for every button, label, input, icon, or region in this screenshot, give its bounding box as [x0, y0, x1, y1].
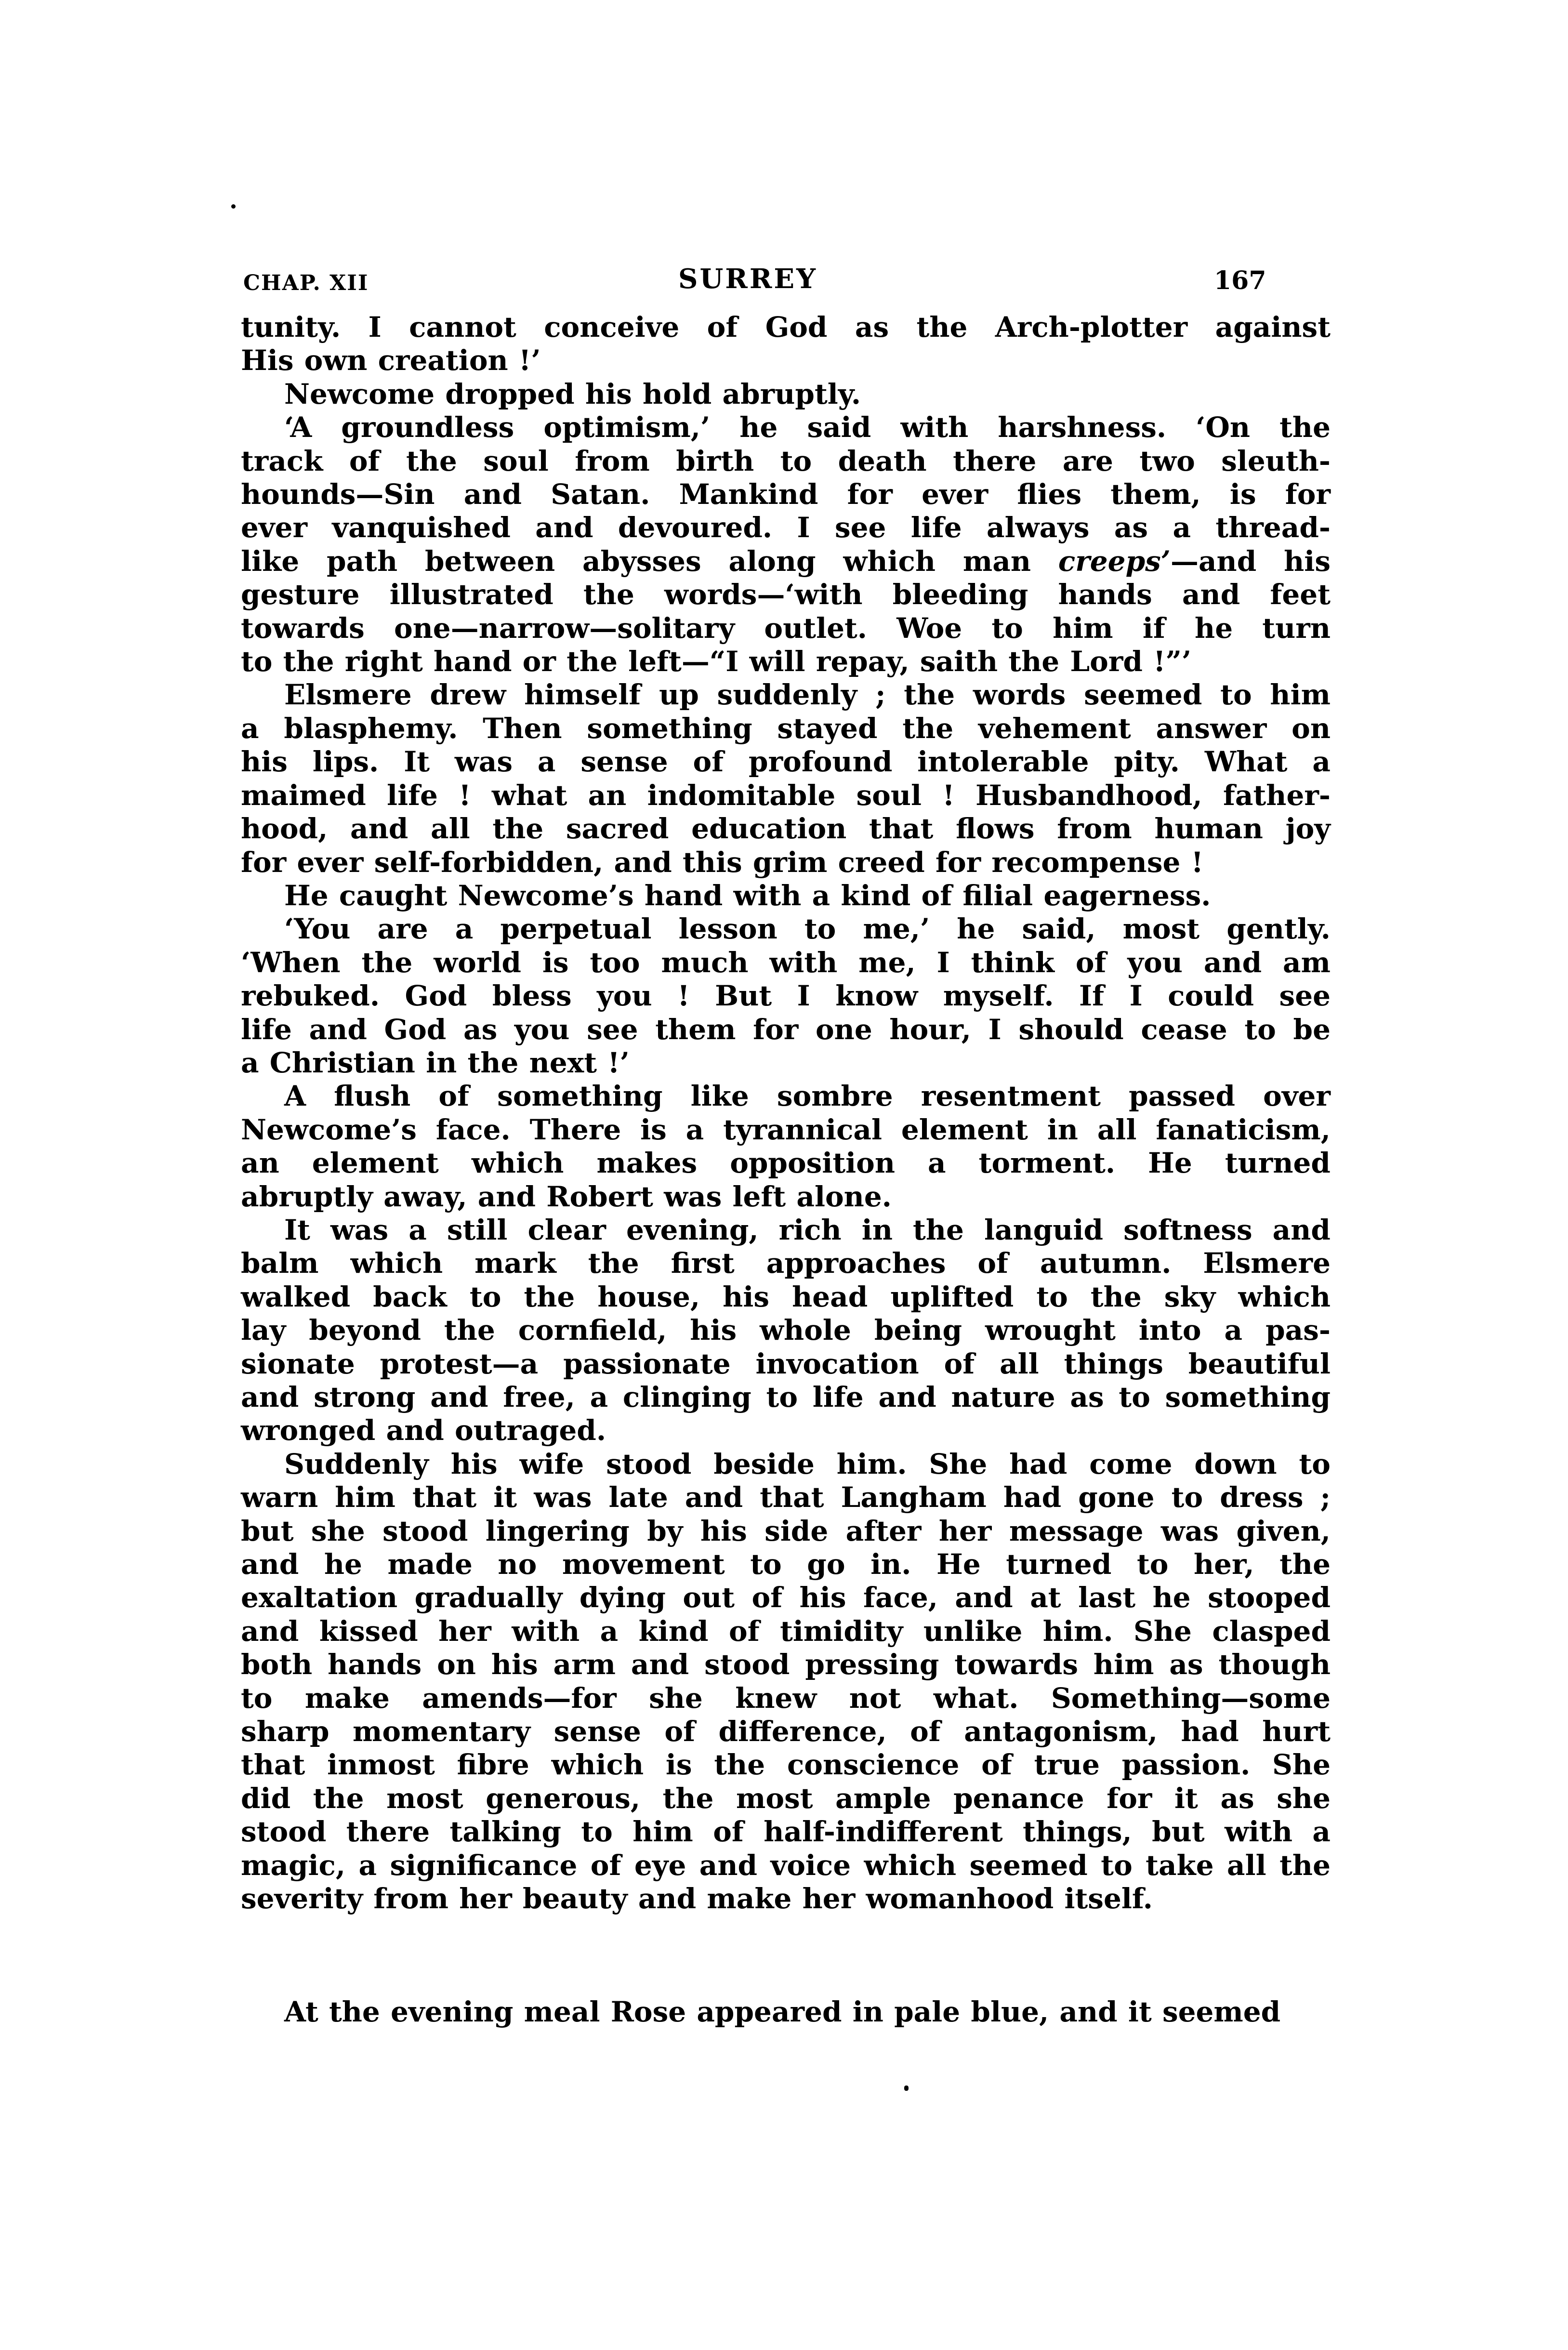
text-line: Suddenly his wife stood beside him. She had come down to	[284, 1447, 1331, 1480]
text-line: both hands on his arm and stood pressing towards him as though	[241, 1648, 1331, 1681]
running-title: SURREY	[678, 263, 818, 295]
text-line: ‘A groundless optimism,’ he said with harshness. ‘On the	[284, 411, 1331, 444]
text-line: His own creation !’	[241, 344, 541, 377]
text-line: to the right hand or the left—“I will repay, saith the Lord !”’	[241, 645, 1192, 678]
text-line: but she stood lingering by his side after her message was given,	[241, 1514, 1331, 1547]
text-line: to make amends—for she knew not what. Something—some	[241, 1681, 1331, 1715]
text-line: He caught Newcome’s hand with a kind of filial eagerness.	[284, 879, 1211, 912]
text-line: a Christian in the next !’	[241, 1046, 630, 1079]
text-line: for ever self-forbidden, and this grim creed for recompense !	[241, 845, 1204, 879]
paragraph	[241, 378, 1331, 411]
paragraph	[241, 1214, 1331, 1448]
text-line: like path between abysses along which man creeps’—and his	[241, 544, 1331, 578]
scan-speck	[904, 2086, 909, 2091]
text-line: hood, and all the sacred education that flows from human joy	[241, 812, 1331, 845]
paragraph	[241, 879, 1331, 912]
text-line: sionate protest—a passionate invocation of all things beautiful	[241, 1347, 1331, 1380]
text-line: life and God as you see them for one hour, I should cease to be	[241, 1013, 1331, 1046]
text-line: balm which mark the first approaches of autumn. Elsmere	[241, 1247, 1331, 1280]
text-line: abruptly away, and Robert was left alone.	[241, 1180, 892, 1213]
page-number: 167	[1214, 266, 1266, 295]
paragraph	[241, 1995, 1331, 2029]
text-line: that inmost fibre which is the conscience of true passion. She	[241, 1748, 1331, 1782]
paragraph	[241, 912, 1331, 1080]
paragraph	[241, 311, 1331, 378]
text-line: ‘When the world is too much with me, I think of you and am	[241, 946, 1331, 979]
text-line: Newcome’s face. There is a tyrannical element in all fanaticism,	[241, 1113, 1331, 1146]
scan-speck	[231, 204, 236, 209]
text-line: severity from her beauty and make her womanhood itself.	[241, 1882, 1153, 1915]
text-line: wronged and outraged.	[241, 1414, 606, 1447]
text-line: an element which makes opposition a torment. He turned	[241, 1147, 1331, 1180]
text-line: tunity. I cannot conceive of God as the Arch-plotter against	[241, 311, 1331, 343]
text-line: ever vanquished and devoured. I see life always as a thread-	[241, 511, 1331, 544]
text-line: his lips. It was a sense of profound intolerable pity. What a	[241, 745, 1331, 779]
text-line: rebuked. God bless you ! But I know myself. If I could see	[241, 979, 1331, 1013]
text-line: At the evening meal Rose appeared in pale blue, and it seemed	[284, 1995, 1281, 2028]
text-line: exaltation gradually dying out of his face, and at last he stooped	[241, 1581, 1331, 1614]
text-line: sharp momentary sense of difference, of antagonism, had hurt	[241, 1715, 1331, 1748]
text-line: ‘You are a perpetual lesson to me,’ he said, most gently.	[284, 912, 1331, 946]
text-line: gesture illustrated the words—‘with bleeding hands and feet	[241, 578, 1331, 611]
text-line: Elsmere drew himself up suddenly ; the words seemed to him	[284, 678, 1331, 712]
text-line: It was a still clear evening, rich in the languid softness and	[284, 1213, 1331, 1246]
text-line: and strong and free, a clinging to life and nature as to something	[241, 1381, 1331, 1413]
text-line: stood there talking to him of half-indifferent things, but with a	[241, 1815, 1331, 1848]
text-line: walked back to the house, his head uplifted to the sky which	[241, 1280, 1331, 1313]
text-line: lay beyond the cornfield, his whole being wrought into a pas-	[241, 1314, 1331, 1347]
text-line: track of the soul from birth to death there are two sleuth-	[241, 444, 1331, 477]
text-line: and he made no movement to go in. He turned to her, the	[241, 1548, 1331, 1581]
text-line: did the most generous, the most ample penance for it as she	[241, 1782, 1331, 1815]
text-line: Newcome dropped his hold abruptly.	[284, 377, 861, 410]
running-chapter-label: CHAP. XII	[243, 271, 369, 295]
paragraph	[241, 1080, 1331, 1214]
text-line: towards one—narrow—solitary outlet. Woe to him if he turn	[241, 611, 1331, 645]
text-line: A flush of something like sombre resentment passed over	[284, 1080, 1331, 1113]
paragraph	[241, 678, 1331, 879]
text-line: warn him that it was late and that Langham had gone to dress ;	[241, 1481, 1331, 1514]
text-line: magic, a significance of eye and voice which seemed to take all the	[241, 1848, 1331, 1882]
text-line: hounds—Sin and Satan. Mankind for ever flies them, is for	[241, 478, 1331, 511]
text-line: a blasphemy. Then something stayed the vehement answer on	[241, 712, 1331, 745]
paragraph	[241, 1448, 1331, 1916]
page-text	[241, 311, 1331, 2029]
text-line: and kissed her with a kind of timidity unlike him. She clasped	[241, 1614, 1331, 1648]
text-line: maimed life ! what an indomitable soul ! Husbandhood, father-	[241, 779, 1331, 812]
paragraph	[241, 411, 1331, 678]
